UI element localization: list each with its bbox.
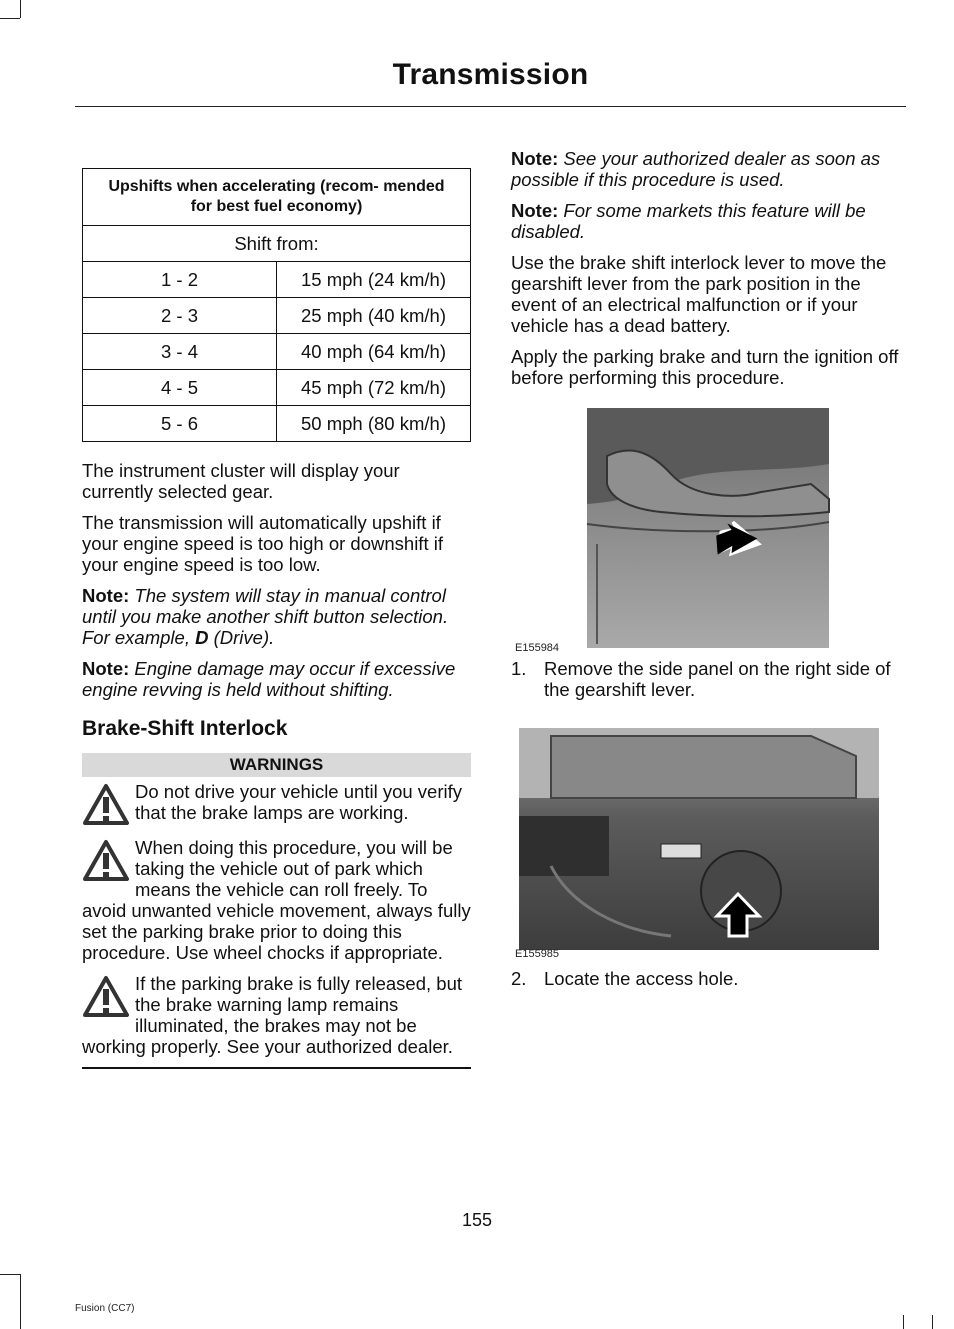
note-label: Note: bbox=[511, 200, 559, 221]
warning-triangle-icon bbox=[82, 839, 130, 883]
step-item bbox=[511, 968, 903, 989]
warnings-title: WARNINGS bbox=[82, 753, 471, 777]
table-header: Upshifts when accelerating (recom- mended for best fuel economy) bbox=[83, 169, 471, 226]
step-text: Remove the side panel on the right side of the gearshift lever. bbox=[544, 658, 891, 700]
note-text: See your authorized dealer as soon as possible if this procedure is used. bbox=[511, 148, 881, 190]
note-text: For some markets this feature will be disabled. bbox=[511, 200, 866, 242]
step-number: 2. bbox=[511, 968, 527, 989]
warning-item bbox=[82, 781, 471, 827]
speed-cell: 50 mph (80 km/h) bbox=[277, 406, 471, 442]
note bbox=[82, 658, 471, 700]
table-row bbox=[83, 406, 471, 442]
table-row bbox=[83, 370, 471, 406]
note-label: Note: bbox=[82, 585, 130, 606]
gear-cell: 3 - 4 bbox=[83, 334, 277, 370]
crop-mark bbox=[0, 1274, 20, 1275]
left-column bbox=[82, 168, 471, 1069]
gear-cell: 2 - 3 bbox=[83, 298, 277, 334]
warning-text: Do not drive your vehicle until you verify that the brake lamps are working. bbox=[135, 781, 462, 823]
paragraph: Use the brake shift interlock lever to move the gearshift lever from the park position in the event of an electrical malfunction or if your vehicle has a dead battery. bbox=[511, 252, 887, 336]
paragraph: The instrument cluster will display your currently selected gear. bbox=[82, 460, 400, 502]
warning-text: When doing this procedure, you will be taking the vehicle out of park which means the vehicle can roll freely. To avoid unwanted vehicle movement, always fully set the parking brake prior to doing this procedure. Use wheel chocks if appropriate. bbox=[82, 837, 471, 963]
note-text: Engine damage may occur if excessive engine revving is held without shifting. bbox=[82, 658, 456, 700]
upshift-table bbox=[82, 168, 471, 442]
speed-cell: 25 mph (40 km/h) bbox=[277, 298, 471, 334]
crop-mark bbox=[903, 1315, 904, 1329]
step-text: Locate the access hole. bbox=[544, 968, 739, 989]
note bbox=[511, 200, 903, 242]
note-label: Note: bbox=[511, 148, 559, 169]
note-bold: D bbox=[195, 627, 209, 648]
page-title: Transmission bbox=[392, 58, 589, 91]
right-column bbox=[511, 148, 903, 999]
section-heading: Brake-Shift Interlock bbox=[82, 717, 288, 740]
note-text: (Drive). bbox=[213, 627, 275, 648]
figure-code: E155984 bbox=[515, 642, 560, 654]
gear-cell: 5 - 6 bbox=[83, 406, 277, 442]
title-rule bbox=[75, 106, 906, 107]
warning-triangle-icon bbox=[82, 783, 130, 827]
page-number: 155 bbox=[461, 1210, 493, 1230]
note bbox=[511, 148, 903, 190]
warning-item bbox=[82, 973, 471, 1057]
gear-cell: 4 - 5 bbox=[83, 370, 277, 406]
speed-cell: 45 mph (72 km/h) bbox=[277, 370, 471, 406]
note bbox=[82, 585, 471, 648]
gear-cell: 1 - 2 bbox=[83, 262, 277, 298]
paragraph: Apply the parking brake and turn the ignition off before performing this procedure. bbox=[511, 346, 899, 388]
crop-mark bbox=[0, 18, 20, 19]
warnings-end-rule bbox=[82, 1067, 471, 1069]
figure-access-hole bbox=[511, 716, 903, 960]
warning-triangle-icon bbox=[82, 975, 130, 1019]
access-hole-photo bbox=[511, 716, 903, 956]
note-label: Note: bbox=[82, 658, 130, 679]
step-item bbox=[511, 658, 903, 700]
step-number: 1. bbox=[511, 658, 527, 679]
speed-cell: 15 mph (24 km/h) bbox=[277, 262, 471, 298]
warning-text: If the parking brake is fully released, but the brake warning lamp remains illuminated, the brakes may not be working properly. See your authorized dealer. bbox=[82, 973, 463, 1057]
figure-side-panel bbox=[511, 404, 903, 654]
crop-mark bbox=[932, 1315, 933, 1329]
crop-mark bbox=[20, 1274, 21, 1329]
side-panel-photo bbox=[511, 404, 903, 650]
table-subheader: Shift from: bbox=[83, 226, 471, 262]
table-row bbox=[83, 298, 471, 334]
note-text: The system will stay in manual control until you make another shift button selection. For example, bbox=[82, 585, 449, 648]
table-row bbox=[83, 262, 471, 298]
paragraph: The transmission will automatically upshift if your engine speed is too high or downshift if your engine speed is too low. bbox=[82, 512, 443, 575]
crop-mark bbox=[20, 0, 21, 18]
footer-model: Fusion (CC7) bbox=[75, 1303, 135, 1314]
warning-item bbox=[82, 837, 471, 963]
speed-cell: 40 mph (64 km/h) bbox=[277, 334, 471, 370]
table-row bbox=[83, 334, 471, 370]
figure-code: E155985 bbox=[515, 948, 560, 960]
